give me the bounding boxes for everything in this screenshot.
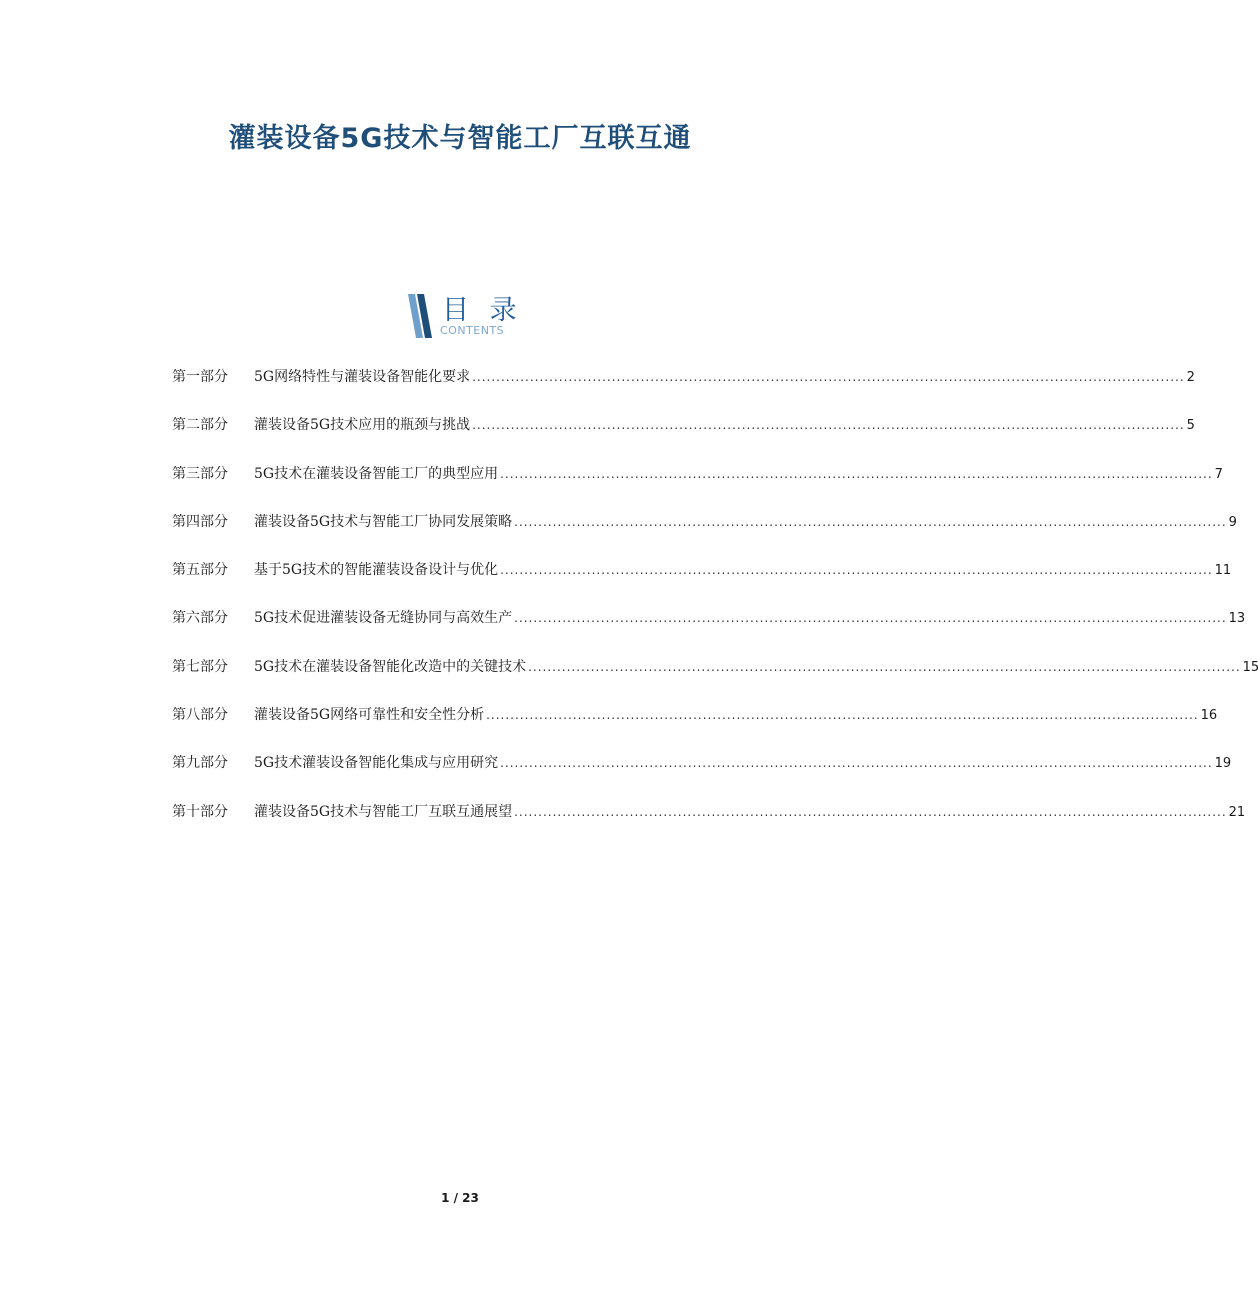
toc-page-number: 21 <box>1228 804 1246 820</box>
toc-dot-leader: .................................................................................................................................................... <box>472 370 1185 384</box>
page-indicator: 1 / 23 <box>441 1191 479 1205</box>
toc-dot-leader: .................................................................................................................................................... <box>500 466 1213 481</box>
toc-dot-leader: .................................................................................................................................................... <box>514 611 1227 626</box>
toc-dot-leader: .................................................................................................................................................... <box>528 659 1241 674</box>
toc-entry[interactable] <box>172 656 1259 704</box>
toc-page-number: 7 <box>1214 466 1223 482</box>
toc-entry[interactable] <box>172 559 1232 607</box>
toc-dot-leader: .................................................................................................................................................... <box>514 514 1227 529</box>
document-title: 灌装设备5G技术与智能工厂互联互通 <box>228 123 692 154</box>
toc-part-label: 第三部分 <box>172 465 228 482</box>
toc-entry[interactable] <box>172 607 1246 655</box>
toc-page-number: 2 <box>1186 370 1195 385</box>
toc-entry-title: 基于5G技术的智能灌装设备设计与优化 <box>254 562 499 579</box>
toc-entry-title: 5G技术在灌装设备智能化改造中的关键技术 <box>254 658 527 675</box>
toc-entry[interactable] <box>172 752 1232 800</box>
toc-heading <box>408 294 538 338</box>
toc-part-label: 第五部分 <box>172 562 228 579</box>
toc-entry[interactable] <box>172 414 1195 462</box>
toc-entry-title: 灌装设备5G网络可靠性和安全性分析 <box>254 707 485 724</box>
toc-entry[interactable] <box>172 463 1223 511</box>
toc-page-number: 5 <box>1186 418 1195 434</box>
toc-entry-title: 5G网络特性与灌装设备智能化要求 <box>254 369 471 385</box>
toc-page-number: 19 <box>1214 756 1232 772</box>
table-of-contents <box>172 366 1259 849</box>
toc-part-label: 第四部分 <box>172 513 228 530</box>
toc-dot-leader: .................................................................................................................................................... <box>472 418 1185 433</box>
toc-entry-title: 灌装设备5G技术与智能工厂互联互通展望 <box>254 803 513 820</box>
toc-part-label: 第二部分 <box>172 417 228 434</box>
toc-entry[interactable] <box>172 366 1195 414</box>
contents-logo-icon <box>408 294 432 338</box>
toc-dot-leader: .................................................................................................................................................... <box>514 804 1227 819</box>
toc-entry-title: 5G技术在灌装设备智能工厂的典型应用 <box>254 465 499 482</box>
toc-part-label: 第十部分 <box>172 803 228 820</box>
toc-page-number: 16 <box>1200 708 1218 724</box>
toc-part-label: 第九部分 <box>172 755 228 772</box>
toc-page-number: 9 <box>1228 514 1237 530</box>
toc-page-number: 11 <box>1214 563 1232 579</box>
toc-page-number: 13 <box>1228 611 1246 627</box>
toc-entry-title: 5G技术灌装设备智能化集成与应用研究 <box>254 755 499 772</box>
toc-page-number: 15 <box>1242 659 1259 675</box>
toc-part-label: 第一部分 <box>172 369 228 385</box>
toc-entry[interactable] <box>172 511 1237 559</box>
toc-entry-title: 5G技术促进灌装设备无缝协同与高效生产 <box>254 610 513 627</box>
toc-subtitle: CONTENTS <box>440 324 505 337</box>
toc-title: 目 录 <box>442 295 523 326</box>
toc-dot-leader: .................................................................................................................................................... <box>500 756 1213 771</box>
toc-dot-leader: .................................................................................................................................................... <box>486 708 1199 723</box>
toc-entry-title: 灌装设备5G技术与智能工厂协同发展策略 <box>254 513 513 530</box>
toc-entry[interactable] <box>172 704 1218 752</box>
toc-entry-title: 灌装设备5G技术应用的瓶颈与挑战 <box>254 417 471 434</box>
toc-part-label: 第八部分 <box>172 707 228 724</box>
toc-part-label: 第六部分 <box>172 610 228 627</box>
toc-dot-leader: .................................................................................................................................................... <box>500 563 1213 578</box>
toc-entry[interactable] <box>172 801 1246 849</box>
toc-part-label: 第七部分 <box>172 658 228 675</box>
